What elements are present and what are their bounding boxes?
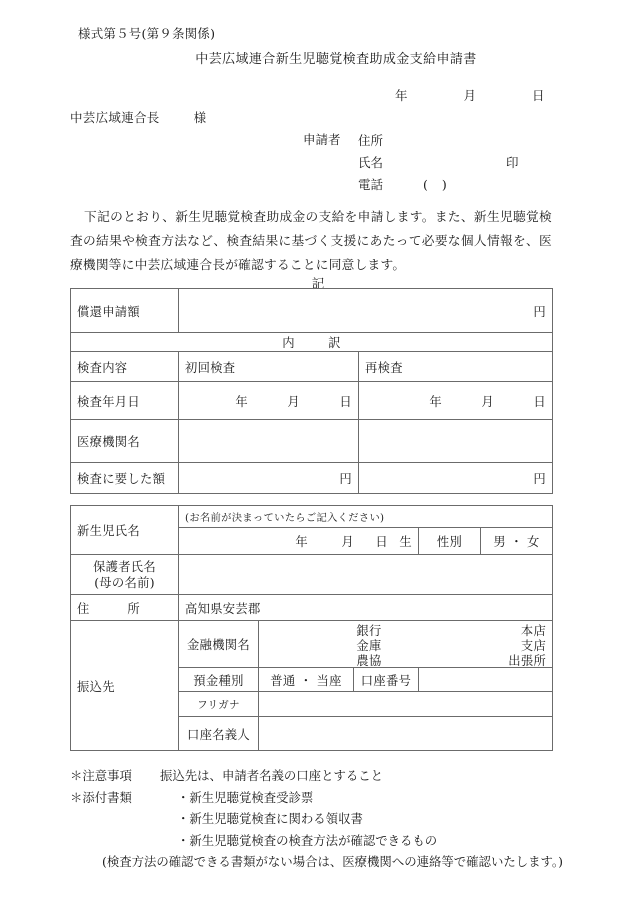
exam-date-first-day: 日	[339, 394, 352, 409]
guardian-label-line1: 保護者氏名	[93, 559, 156, 574]
breakdown-label-2: 訳	[328, 336, 341, 350]
exam-content-first-cell: 初回検査	[179, 352, 359, 382]
amounts-table	[70, 288, 553, 494]
details-table	[70, 505, 553, 751]
refund-amount-cell[interactable]	[179, 289, 553, 333]
breakdown-header-cell	[71, 333, 553, 352]
table-row-refund	[71, 289, 553, 333]
table-row-exam-date	[71, 382, 553, 420]
date-day-label: 日	[531, 88, 545, 103]
exam-date-first-year: 年	[235, 394, 248, 409]
institution-retest-cell[interactable]	[359, 420, 553, 463]
date-month-label: 月	[463, 88, 477, 103]
exam-date-retest-month: 月	[481, 394, 495, 409]
bank-type-1: 金庫	[356, 639, 382, 653]
body-paragraph	[70, 205, 552, 277]
note-final-row	[70, 851, 570, 873]
cost-first-unit: 円	[339, 472, 352, 486]
cost-retest-cell[interactable]	[359, 463, 553, 494]
exam-date-retest-day: 日	[533, 394, 547, 409]
exam-date-first-month: 月	[287, 394, 300, 409]
branch-type-1: 支店	[520, 639, 547, 653]
caution-label: ＊注意事項	[70, 768, 132, 783]
account-holder-label-cell: 口座名義人	[179, 717, 259, 751]
cost-label-cell: 検査に要した額	[71, 463, 179, 494]
attachment-item-0: ・新生児聴覚検査受診票	[177, 789, 314, 805]
note-attachment-row	[70, 787, 570, 809]
institution-label-cell: 医療機関名	[71, 420, 179, 463]
bank-type-0: 銀行	[356, 624, 382, 638]
table-row-guardian	[71, 555, 553, 595]
note-attachment-row-3	[70, 830, 570, 852]
account-holder-value-cell[interactable]	[259, 717, 553, 751]
birth-year-label: 年	[295, 535, 308, 549]
applicant-label: 申請者	[303, 132, 341, 147]
cost-first-cell[interactable]	[179, 463, 359, 494]
address-value-cell[interactable]: 高知県安芸郡	[179, 595, 553, 621]
caution-text: 振込先は、申請者名義の口座とすること	[160, 768, 384, 783]
exam-date-first-ymd	[185, 392, 352, 410]
exam-date-retest-ymd	[365, 392, 546, 410]
birth-date-ymd	[185, 532, 412, 550]
breakdown-label-1: 内	[282, 336, 295, 350]
addressee-name: 中芸広域連合長	[70, 110, 160, 125]
form-number: 様式第５号(第９条関係)	[78, 26, 216, 41]
branch-type-options[interactable]	[490, 624, 546, 669]
body-paragraph-text: 下記のとおり、新生児聴覚検査助成金の支給を申請します。また、新生児聴覚検査の結果や検査方法など、検査結果に基づく支援にあたって必要な個人情報を、医療機関等に中芸広域連合長が確認することに同意します。	[70, 209, 552, 272]
branch-type-2: 出張所	[508, 654, 547, 668]
table-row-breakdown-header	[71, 333, 553, 352]
newborn-name-label-cell: 新生児氏名	[71, 506, 179, 555]
applicant-fields	[358, 130, 519, 196]
furigana-value-cell[interactable]	[259, 692, 553, 717]
cost-retest-unit: 円	[533, 472, 547, 486]
transfer-label-cell: 振込先	[71, 621, 179, 751]
table-row-address	[71, 595, 553, 621]
addressee	[70, 108, 206, 126]
footer-notes	[70, 765, 570, 873]
ki-label: 記	[311, 276, 325, 291]
table-row-exam-content	[71, 352, 553, 382]
bank-name-value-cell[interactable]	[259, 621, 553, 668]
applicant-phone-label: 電話	[358, 177, 384, 192]
guardian-label-line2: (母の名前)	[94, 575, 155, 590]
exam-date-first-cell[interactable]	[179, 382, 359, 420]
applicant-address-label: 住所	[358, 133, 384, 148]
addressee-honorific: 様	[193, 110, 207, 125]
deposit-type-label-cell: 預金種別	[179, 668, 259, 692]
guardian-value-cell[interactable]	[179, 555, 553, 595]
exam-content-label-cell: 検査内容	[71, 352, 179, 382]
applicant-name-row	[358, 152, 519, 174]
submission-date-line	[395, 86, 545, 104]
note-attachment-row-2	[70, 808, 570, 830]
account-number-label-cell: 口座番号	[354, 668, 419, 692]
seal-label: 印	[506, 155, 519, 170]
gender-options-cell[interactable]: 男 ・ 女	[481, 528, 553, 555]
table-row-institution	[71, 420, 553, 463]
gender-label-cell: 性別	[419, 528, 481, 555]
exam-date-label-cell: 検査年月日	[71, 382, 179, 420]
bank-type-options[interactable]	[341, 624, 397, 669]
birth-suffix-label: 生	[399, 535, 412, 549]
table-row-cost	[71, 463, 553, 494]
table-row-newborn-note	[71, 506, 553, 528]
date-year-label: 年	[395, 88, 409, 103]
bank-type-2: 農協	[356, 654, 382, 668]
furigana-label-cell: フリガナ	[179, 692, 259, 717]
exam-date-retest-year: 年	[429, 394, 443, 409]
deposit-type-value-cell[interactable]: 普通 ・ 当座	[259, 668, 354, 692]
exam-content-retest-cell: 再検査	[359, 352, 553, 382]
newborn-name-note-cell: (お名前が決まっていたらご記入ください)	[179, 506, 553, 528]
table-row-bank-institution	[71, 621, 553, 668]
guardian-label-cell	[71, 555, 179, 595]
institution-first-cell[interactable]	[179, 420, 359, 463]
phone-paren: ()	[423, 177, 461, 192]
attachment-item-1: ・新生児聴覚検査に関わる領収書	[177, 811, 363, 826]
account-number-value-cell[interactable]	[419, 668, 553, 692]
branch-type-0: 本店	[520, 624, 547, 638]
attachment-label: ＊添付書類	[70, 789, 132, 805]
attachment-item-2: ・新生児聴覚検査の検査方法が確認できるもの	[177, 832, 438, 848]
document-title: 中芸広域連合新生児聴覚検査助成金支給申請書	[195, 52, 477, 67]
refund-unit: 円	[533, 304, 547, 319]
refund-label-cell: 償還申請額	[71, 289, 179, 333]
birth-month-label: 月	[341, 535, 354, 549]
note-caution-row	[70, 765, 570, 787]
address-label-cell: 住 所	[71, 595, 179, 621]
bank-name-label-cell: 金融機関名	[179, 621, 259, 668]
birth-day-label: 日	[375, 535, 388, 549]
birth-date-cell[interactable]	[179, 528, 419, 555]
applicant-address-row	[358, 130, 383, 152]
applicant-block	[303, 130, 519, 196]
applicant-name-label: 氏名	[358, 155, 384, 170]
applicant-phone-row	[358, 174, 461, 196]
exam-date-retest-cell[interactable]	[359, 382, 553, 420]
final-note-text: (検査方法の確認できる書類がない場合は、医療機関への連絡等で確認いたします。)	[102, 854, 563, 869]
